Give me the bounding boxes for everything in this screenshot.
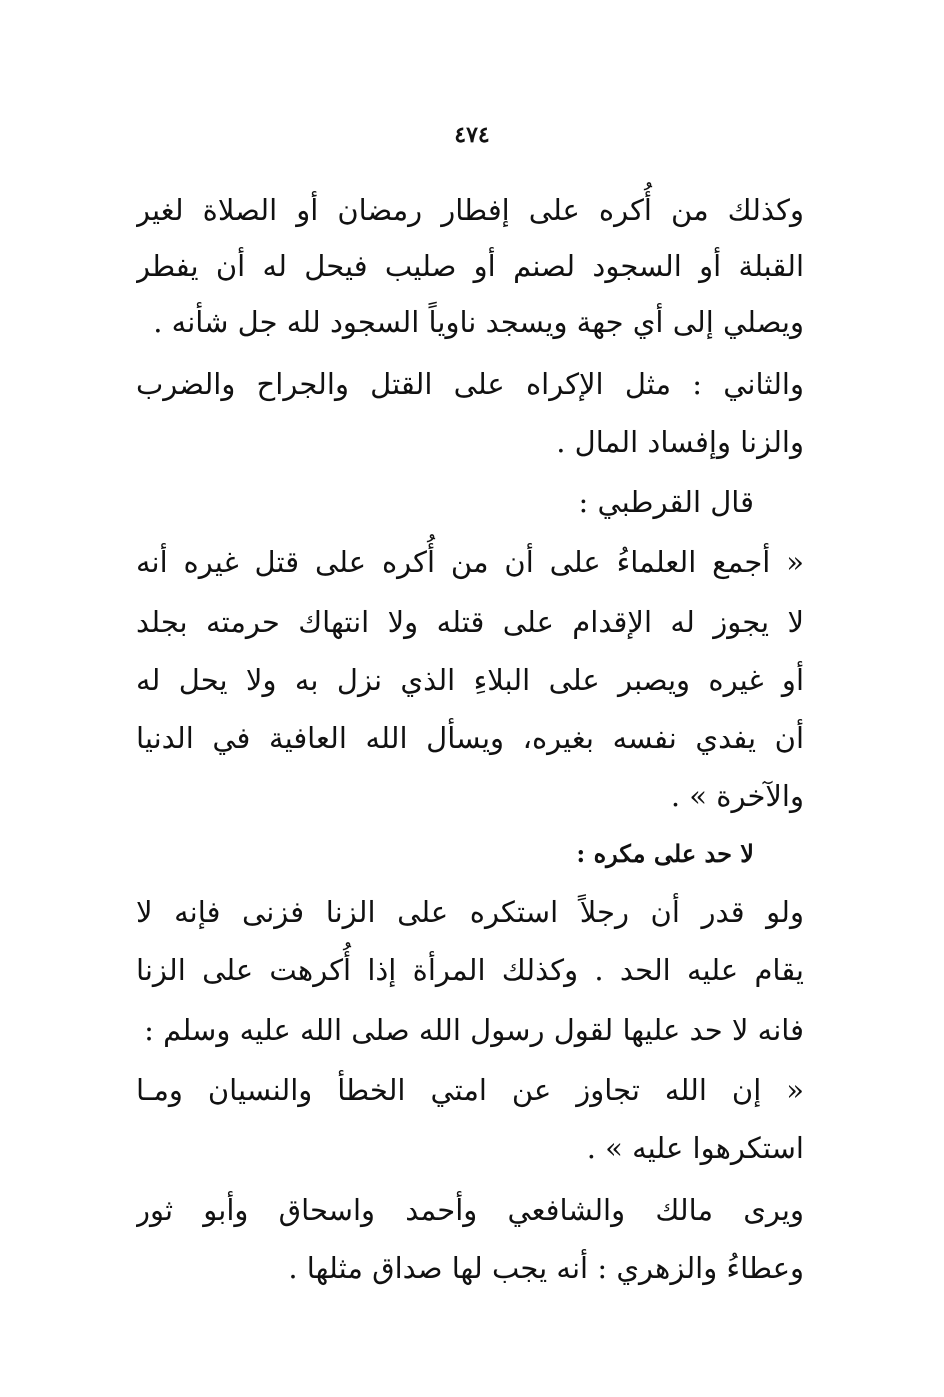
page-number: ٤٧٤ bbox=[454, 122, 490, 148]
text-line-6: قال القرطبي : bbox=[578, 485, 754, 519]
text-line-16: « إن الله تجاوز عن امتي الخطأ والنسيان ومـا bbox=[136, 1073, 804, 1107]
text-line-18: ويرى مالك والشافعي وأحمد واسحاق وأبو ثور bbox=[136, 1193, 804, 1227]
text-line-3: ويصلي إلى أي جهة ويسجد ناوياً السجود لله جل شأنه . bbox=[153, 305, 804, 339]
text-line-11: والآخرة » . bbox=[670, 779, 804, 813]
text-line-7: « أجمع العلماءُ على أن من أُكره على قتل غيره أنه bbox=[136, 545, 804, 579]
text-line-17: استكرهوا عليه » . bbox=[586, 1131, 804, 1165]
text-line-10: أن يفدي نفسه بغيره، ويسأل الله العافية في الدنيا bbox=[136, 721, 804, 755]
text-line-4: والثاني : مثل الإكراه على القتل والجراح والضرب bbox=[136, 367, 804, 401]
text-line-8: لا يجوز له الإقدام على قتله ولا انتهاك حرمته بجلد bbox=[136, 605, 804, 639]
text-line-13: ولو قدر أن رجلاً استكره على الزنا فزنى فإنه لا bbox=[136, 895, 804, 929]
text-line-14: يقام عليه الحد . وكذلك المرأة إذا أُكرهت على الزنا bbox=[136, 953, 804, 987]
section-heading: لا حد على مكره : bbox=[576, 839, 754, 868]
text-line-19: وعطاءُ والزهري : أنه يجب لها صداق مثلها . bbox=[288, 1251, 804, 1285]
text-line-1: وكذلك من أُكره على إفطار رمضان أو الصلاة لغير bbox=[136, 193, 804, 227]
text-line-9: أو غيره ويصبر على البلاءِ الذي نزل به ولا يحل له bbox=[136, 663, 804, 697]
text-line-5: والزنا وإفساد المال . bbox=[556, 425, 804, 459]
text-line-15: فانه لا حد عليها لقول رسول الله صلى الله عليه وسلم : bbox=[144, 1013, 804, 1047]
text-line-2: القبلة أو السجود لصنم أو صليب فيحل له أن يفطر bbox=[136, 249, 804, 283]
